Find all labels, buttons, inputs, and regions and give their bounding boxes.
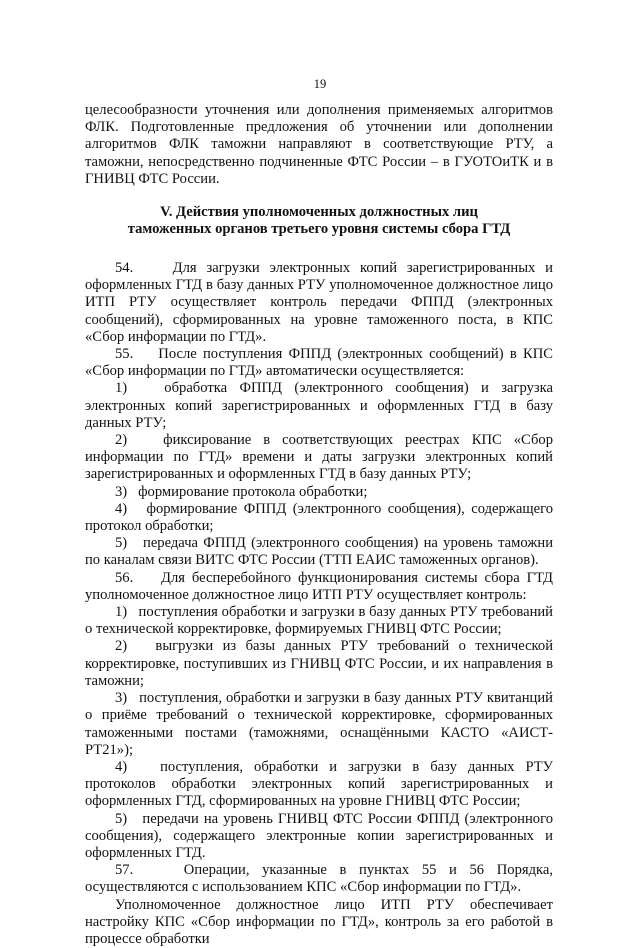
paragraph-57: 57. Операции, указанные в пунктах 55 и 56 Порядка, осуществляются с использованием КПС «Сбор информации по ГТД». bbox=[85, 862, 553, 896]
document-body bbox=[85, 102, 553, 948]
paragraph-56: 56. Для бесперебойного функционирования системы сбора ГТД уполномоченное должностное лицо ИТП РТУ осуществляет контроль: bbox=[85, 569, 553, 603]
paragraph-55: 55. После поступления ФППД (электронных сообщений) в КПС «Сбор информации по ГТД» автоматически осуществляется: bbox=[85, 346, 553, 380]
list-item-55-4: 4) формирование ФППД (электронного сообщения), содержащего протокол обработки; bbox=[85, 500, 553, 535]
list-item-56-3: 3) поступления, обработки и загрузки в базу данных РТУ квитанций о приёме требований о технической корректировке, сформированных таможенными постами (таможнями, оснащёнными КАСТО «АИСТ-РТ21»); bbox=[85, 690, 553, 758]
section-heading: V. Действия уполномоченных должностных лиц таможенных органов третьего уровня системы сбора ГТД bbox=[127, 204, 511, 238]
paragraph-57-continued: Уполномоченное должностное лицо ИТП РТУ обеспечивает настройку КПС «Сбор информации по ГТД», контроль за его работой в процессе обработки bbox=[85, 896, 553, 947]
list-item-55-2: 2) фиксирование в соответствующих реестрах КПС «Сбор информации по ГТД» времени и даты загрузки электронных копий зарегистрированных и оформленных ГТД в базу данных РТУ; bbox=[85, 432, 553, 483]
list-item-55-1: 1) обработка ФППД (электронного сообщения) и загрузка электронных копий зарегистрированных и оформленных ГТД в базу данных РТУ; bbox=[85, 380, 553, 431]
paragraph-54: 54. Для загрузки электронных копий зарегистрированных и оформленных ГТД в базу данных РТУ уполномоченное должностное лицо ИТП РТУ осуществляет контроль передачи ФППД (электронных сообщений), сформированных на уровне таможенного поста, в КПС «Сбор информации по ГТД». bbox=[85, 260, 553, 345]
list-item-56-4: 4) поступления, обработки и загрузки в базу данных РТУ протоколов обработки электронных копий зарегистрированных и оформленных ГТД, сформированных на уровне ГНИВЦ ФТС России; bbox=[85, 758, 553, 810]
page-number: 19 bbox=[313, 77, 327, 91]
list-item-56-1: 1) поступления обработки и загрузки в базу данных РТУ требований о технической корректировке, формируемых ГНИВЦ ФТС России; bbox=[85, 604, 553, 638]
list-item-55-5: 5) передача ФППД (электронного сообщения) на уровень таможни по каналам связи ВИТС ФТС России (ТТП ЕАИС таможенных органов). bbox=[85, 535, 553, 569]
list-item-56-2: 2) выгрузки из базы данных РТУ требований о технической корректировке, поступивших из ГНИВЦ ФТС России, и их направления в таможни; bbox=[85, 638, 553, 689]
list-item-56-5: 5) передачи на уровень ГНИВЦ ФТС России ФППД (электронного сообщения), содержащего электронные копии зарегистрированных и оформленных ГТД. bbox=[85, 810, 553, 861]
list-item-55-3: 3) формирование протокола обработки; bbox=[115, 483, 368, 500]
intro-paragraph: целесообразности уточнения или дополнения применяемых алгоритмов ФЛК. Подготовленные предложения об уточнении или дополнении алгоритмов ФЛК таможни направляют в соответствующие РТУ, а таможни, непосредственно подчиненные ФТС России – в ГУОТОиТК и в ГНИВЦ ФТС России. bbox=[85, 102, 553, 187]
